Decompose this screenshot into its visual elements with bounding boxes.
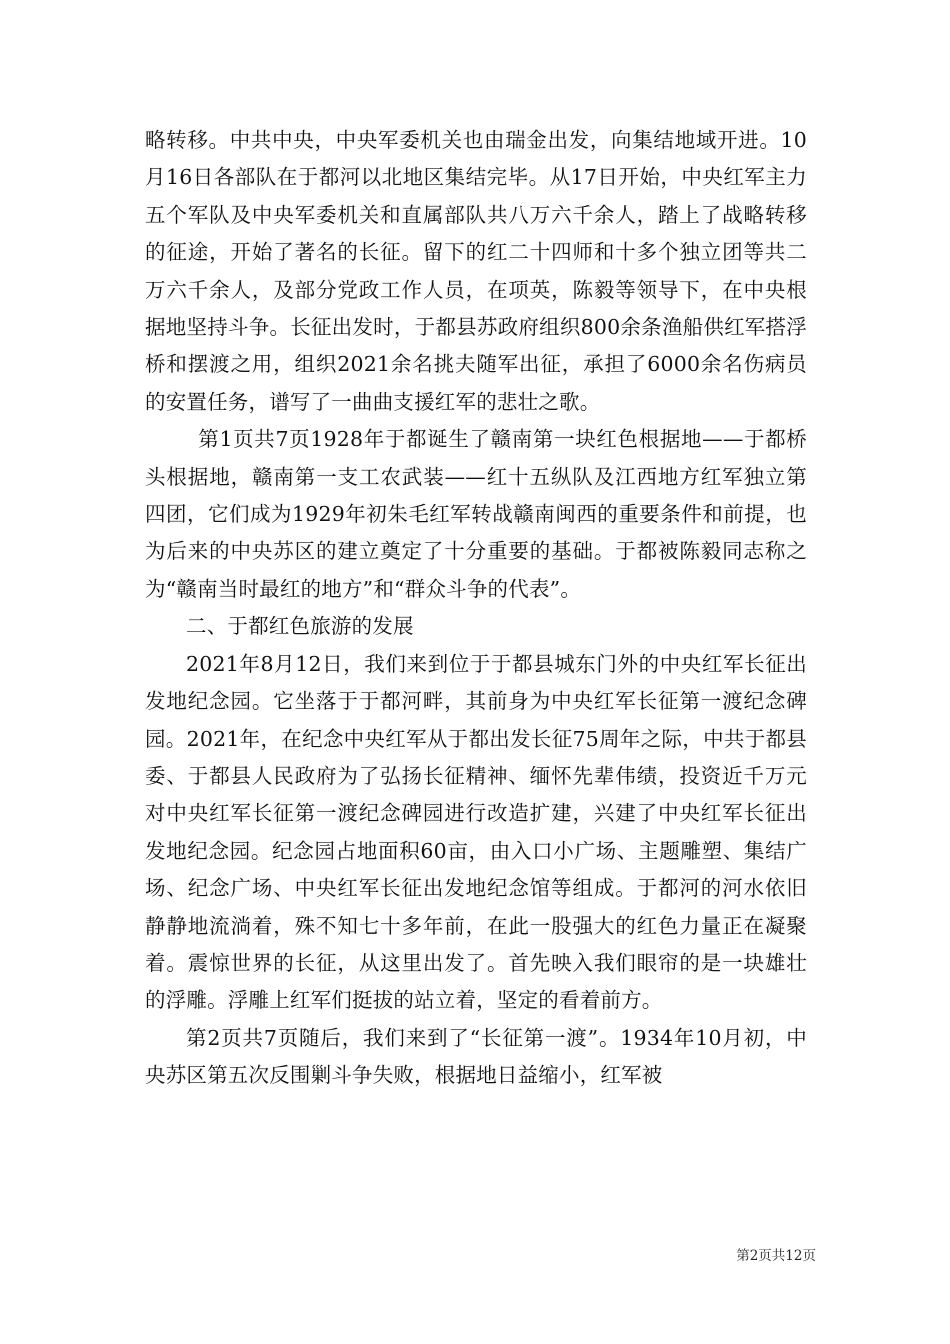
section-heading: 二、于都红色旅游的发展 bbox=[186, 614, 414, 639]
paragraph-continuation: 略转移。中共中央，中央军委机关也由瑞金出发，向集结地域开进。10月16日各部队在于都河以北地区集结完毕。从17日开始，中央红军主力五个军队及中央军委机关和直属部队共八万六千余人，踏上了战略转移的征途，开始了著名的长征。留下的红二十四师和十多个独立团等共二万六千余人，及部分党政工作人员，在项英，陈毅等领导下，在中央根据地坚持斗争。长征出发时，于都县苏政府组织800余条渔船供红军搭浮桥和摆渡之用，组织2021余名挑夫随军出征，承担了6000余名伤病员的安置任务，谱写了一曲曲支援红军的悲壮之歌。 bbox=[145, 128, 807, 414]
body-text bbox=[145, 122, 807, 1095]
paragraph-yudu-base: 第1页共7页1928年于都诞生了赣南第一块红色根据地——于都桥头根据地，赣南第一支工农武装——红十五纵队及江西地方红军独立第四团，它们成为1929年初朱毛红军转战赣南闽西的重要条件和前提，也为后来的中央苏区的建立奠定了十分重要的基础。于都被陈毅同志称之为“赣南当时最红的地方”和“群众斗争的代表”。 bbox=[145, 427, 807, 601]
page-footer bbox=[0, 1247, 950, 1265]
page-number: 第2页共12页 bbox=[736, 1248, 816, 1264]
paragraph-first-crossing: 第2页共7页随后，我们来到了“长征第一渡”。1934年10月初，中央苏区第五次反围剿斗争失败，根据地日益缩小，红军被 bbox=[145, 1025, 807, 1088]
paragraph-memorial-park: 2021年8月12日，我们来到位于于都县城东门外的中央红军长征出发地纪念园。它坐落于于都河畔，其前身为中央红军长征第一渡纪念碑园。2021年，在纪念中央红军从于都出发长征75周年之际，中共于都县委、于都县人民政府为了弘扬长征精神、缅怀先辈伟绩，投资近千万元对中央红军长征第一渡纪念碑园进行改造扩建，兴建了中央红军长征出发地纪念园。纪念园占地面积60亩，由入口小广场、主题雕塑、集结广场、纪念广场、中央红军长征出发地纪念馆等组成。于都河的河水依旧静静地流淌着，殊不知七十多年前，在此一股强大的红色力量正在凝聚着。震惊世界的长征，从这里出发了。首先映入我们眼帘的是一块雄壮的浮雕。浮雕上红军们挺拔的站立着，坚定的看着前方。 bbox=[145, 651, 807, 1013]
